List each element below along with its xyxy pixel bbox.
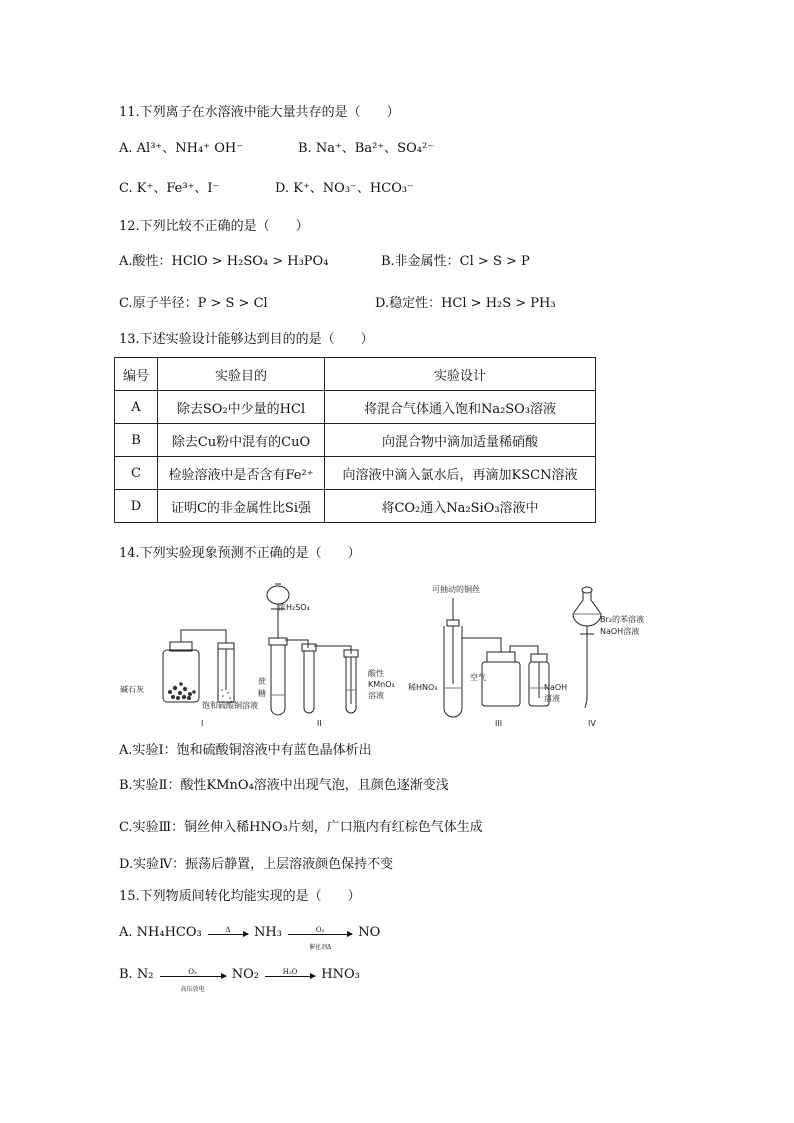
condition-o2: O₂ [315, 926, 325, 934]
label-dil-hno3: 稀HNO₃ [408, 683, 438, 692]
header-purpose: 实验目的 [158, 358, 325, 391]
table-row [115, 490, 596, 523]
crystal-dots [221, 690, 231, 698]
row-purpose: 除去Cu粉中混有的CuO [158, 424, 325, 457]
apparatus-figure [118, 580, 663, 730]
header-id: 编号 [115, 358, 158, 391]
label-conc-h2so4: 浓H₂SO₄ [278, 603, 310, 612]
apparatus-4 [573, 587, 601, 708]
option-a-label: A. [119, 925, 133, 940]
caption-1: I [201, 719, 204, 728]
q13-table [114, 357, 596, 523]
option-b-label: B. [119, 967, 133, 982]
q12-option-a: A.酸性：HClO > H₂SO₄ > H₃PO₄ [119, 254, 329, 269]
row-id: B [115, 424, 158, 457]
species-no: NO [358, 925, 381, 940]
q12-stem: 12.下列比较不正确的是（ ） [119, 219, 309, 234]
reaction-arrow [265, 968, 315, 977]
label-acidic-3: 溶液 [368, 691, 384, 700]
label-naoh-2: 溶液 [544, 694, 560, 703]
row-design: 将混合气体通入饱和Na₂SO₃溶液 [325, 391, 596, 424]
q12-option-c: C.原子半径：P > S > Cl [119, 296, 268, 311]
q12-option-d: D.稳定性：HCl > H₂S > PH₃ [375, 296, 556, 311]
label-sucrose-1: 蔗 [258, 677, 266, 686]
row-id: D [115, 490, 158, 523]
species-nh3: NH₃ [254, 925, 282, 940]
label-air: 空气 [470, 673, 486, 682]
row-design: 将CO₂通入Na₂SiO₃溶液中 [325, 490, 596, 523]
row-purpose: 除去SO₂中少量的HCl [158, 391, 325, 424]
condition-heat: Δ [225, 926, 231, 934]
q11-option-a: A. Al³⁺、NH₄⁺ OH⁻ [119, 141, 244, 156]
q14-stem: 14.下列实验现象预测不正确的是（ ） [119, 546, 361, 561]
q14-option-a: A.实验Ⅰ：饱和硫酸铜溶液中有蓝色晶体析出 [119, 743, 372, 758]
apparatus-3 [444, 598, 549, 717]
label-br2-benzene: Br₂的苯溶液 [600, 615, 644, 624]
soda-lime-granules [168, 682, 196, 700]
q14-option-c: C.实验Ⅲ：铜丝伸入稀HNO₃片刻，广口瓶内有红棕色气体生成 [119, 820, 483, 835]
row-id: C [115, 457, 158, 490]
table-row [115, 457, 596, 490]
q14-option-d: D.实验Ⅳ：振荡后静置，上层溶液颜色保持不变 [119, 857, 394, 872]
header-design: 实验设计 [325, 358, 596, 391]
label-soda-lime: 碱石灰 [120, 685, 144, 694]
label-acidic-2: KMnO₄ [368, 680, 395, 689]
q11-option-d: D. K⁺、NO₃⁻、HCO₃⁻ [275, 181, 414, 196]
species-hno3: HNO₃ [321, 967, 360, 982]
row-design: 向溶液中滴入氯水后，再滴加KSCN溶液 [325, 457, 596, 490]
row-purpose: 检验溶液中是否含有Fe²⁺ [158, 457, 325, 490]
species-no2: NO₂ [231, 967, 259, 982]
q15-stem: 15.下列物质间转化均能实现的是（ ） [119, 889, 361, 904]
row-design: 向混合物中滴加适量稀硝酸 [325, 424, 596, 457]
row-id: A [115, 391, 158, 424]
label-sat-cuso4: 饱和硫酸铜溶液 [202, 701, 258, 710]
q13-stem: 13.下述实验设计能够达到目的的是（ ） [119, 332, 374, 347]
caption-2: II [317, 719, 322, 728]
caption-3: III [495, 719, 503, 728]
reaction-arrow [288, 926, 352, 951]
apparatus-1 [163, 630, 234, 702]
table-row [115, 424, 596, 457]
q15-option-a [119, 924, 381, 951]
q11-stem: 11.下列离子在水溶液中能大量共存的是（ ） [119, 105, 400, 120]
condition-discharge: 高压放电 [180, 986, 205, 993]
label-movable-cu: 可抽动的铜丝 [432, 585, 480, 594]
q14-option-b: B.实验Ⅱ：酸性KMnO₄溶液中出现气泡，且颜色逐渐变浅 [119, 778, 449, 793]
q11-option-c: C. K⁺、Fe³⁺、I⁻ [119, 181, 220, 196]
label-sucrose-2: 糖 [258, 689, 266, 698]
reaction-arrow [208, 926, 248, 935]
label-naoh-sol: NaOH溶液 [600, 627, 640, 636]
row-purpose: 证明C的非金属性比Si强 [158, 490, 325, 523]
caption-4: IV [588, 719, 596, 728]
table-row [115, 391, 596, 424]
species-n2: N₂ [136, 967, 154, 982]
q11-option-b: B. Na⁺、Ba²⁺、SO₄²⁻ [298, 141, 435, 156]
condition-h2o: H₂O [282, 968, 298, 976]
condition-catalyst: 催化剂Δ [308, 944, 332, 951]
species-nh4hco3: NH₄HCO₃ [136, 925, 202, 940]
condition-o2: O₂ [188, 968, 197, 976]
label-acidic-1: 酸性 [368, 669, 384, 678]
q12-option-b: B.非金属性：Cl > S > P [381, 254, 530, 269]
label-naoh-1: NaOH [544, 683, 568, 692]
reaction-arrow [160, 968, 226, 993]
q15-option-b [119, 966, 360, 993]
table-header-row [115, 358, 596, 391]
